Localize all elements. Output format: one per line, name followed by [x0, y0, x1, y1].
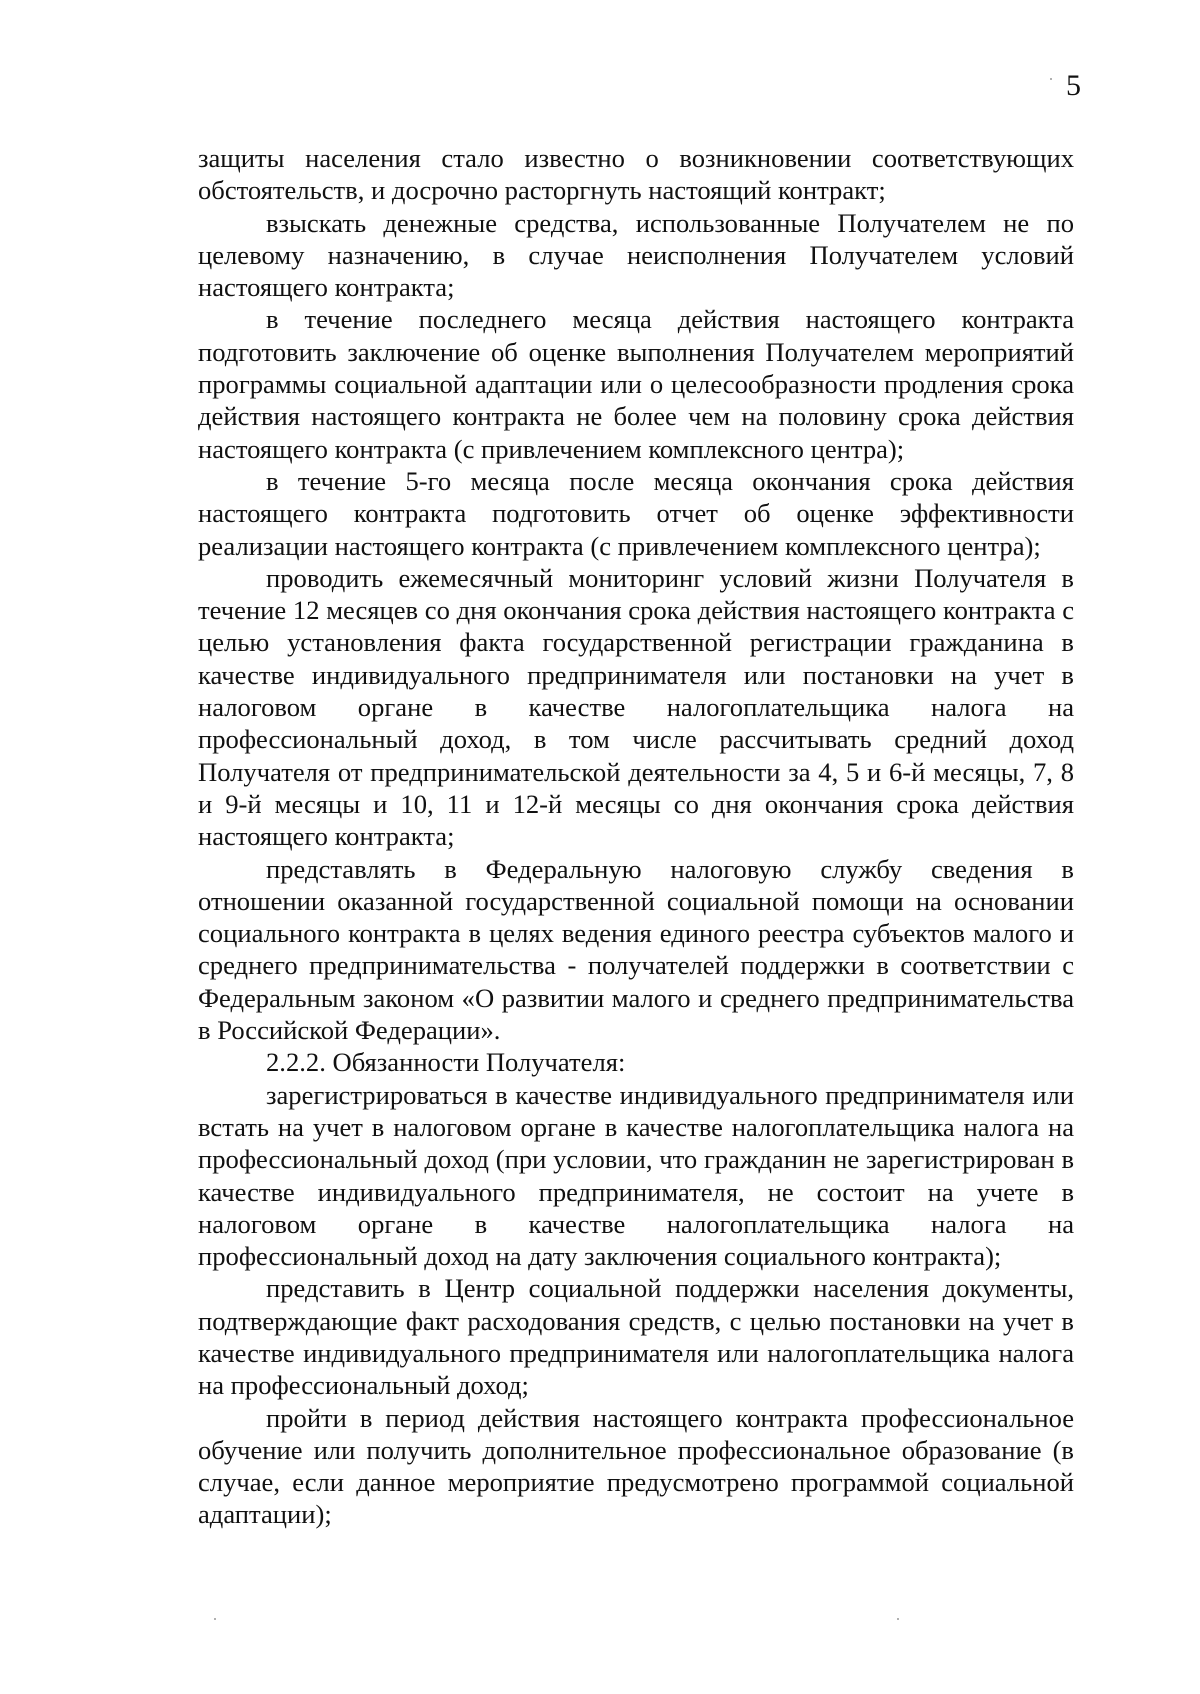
scan-speck	[1050, 78, 1052, 80]
paragraph: в течение последнего месяца действия настоящего контракта подготовить заключение об оценке выполнения Получателем мероприятий программы социальной адаптации или о целесообразности продления срока действия настоящего контракта не более чем на половину срока действия настоящего контракта (с привлечением комплексного центра);	[198, 304, 1074, 464]
scan-speck	[214, 1618, 216, 1620]
paragraph: представить в Центр социальной поддержки населения документы, подтверждающие факт расходования средств, с целью постановки на учет в качестве индивидуального предпринимателя или налогоплательщика налога на профессиональный доход;	[198, 1273, 1074, 1401]
page-number: 5	[1066, 69, 1081, 102]
paragraph: пройти в период действия настоящего контракта профессиональное обучение или получить дополнительное профессиональное образование (в случае, если данное мероприятие предусмотрено программой социальной адаптации);	[198, 1402, 1074, 1530]
paragraph-continuation: защиты населения стало известно о возникновении соответствующих обстоятельств, и досрочно расторгнуть настоящий контракт;	[198, 143, 1074, 206]
section-heading: 2.2.2. Обязанности Получателя:	[266, 1047, 626, 1078]
scan-speck	[897, 1618, 899, 1620]
paragraph: в течение 5-го месяца после месяца окончания срока действия настоящего контракта подготовить отчет об оценке эффективности реализации настоящего контракта (с привлечением комплексного центра);	[198, 465, 1074, 561]
paragraph: взыскать денежные средства, использованные Получателем не по целевому назначению, в случае неисполнения Получателем условий настоящего контракта;	[198, 207, 1074, 303]
paragraph: зарегистрироваться в качестве индивидуального предпринимателя или встать на учет в налоговом органе в качестве налогоплательщика налога на профессиональный доход (при условии, что гражданин не зарегистрирован в качестве индивидуального предпринимателя, не состоит на учете в налоговом органе в качестве налогоплательщика налога на профессиональный доход на дату заключения социального контракта);	[198, 1079, 1074, 1272]
document-body	[198, 142, 1074, 1531]
paragraph: проводить ежемесячный мониторинг условий жизни Получателя в течение 12 месяцев со дня окончания срока действия настоящего контракта с целью установления факта государственной регистрации гражданина в качестве индивидуального предпринимателя или постановки на учет в налоговом органе в качестве налогоплательщика налога на профессиональный доход, в том числе рассчитывать средний доход Получателя от предпринимательской деятельности за 4, 5 и 6-й месяцы, 7, 8 и 9-й месяцы и 10, 11 и 12-й месяцы со дня окончания срока действия настоящего контракта;	[198, 562, 1074, 852]
paragraph: представлять в Федеральную налоговую службу сведения в отношении оказанной государственной социальной помощи на основании социального контракта в целях ведения единого реестра субъектов малого и среднего предпринимательства - получателей поддержки в соответствии с Федеральным законом «О развитии малого и среднего предпринимательства в Российской Федерации».	[198, 853, 1074, 1046]
